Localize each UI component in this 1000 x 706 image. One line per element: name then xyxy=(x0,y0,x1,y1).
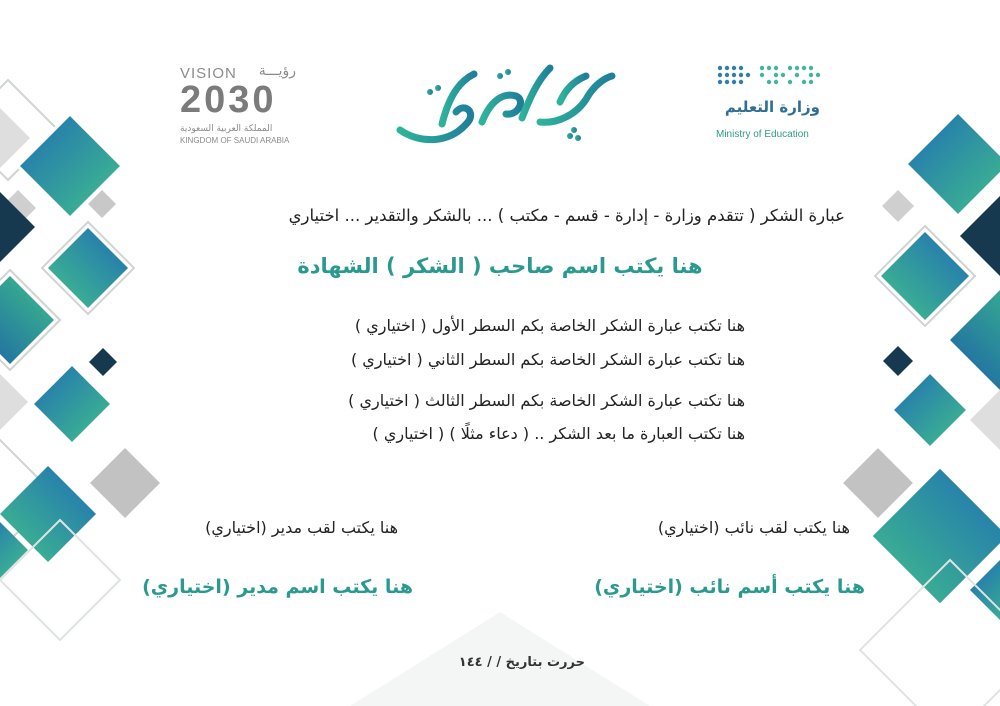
body-line-1: هنا تكتب عبارة الشكر الخاصة بكم السطر الأول ( اختياري ) xyxy=(354,316,745,335)
moe-dots-icon xyxy=(716,60,826,96)
moe-english-name: Ministry of Education xyxy=(716,129,809,140)
issue-date-line: حررت بتاريخ / / ١٤٤ xyxy=(458,655,585,670)
body-line-3: هنا تكتب عبارة الشكر الخاصة بكم السطر الثالث ( اختياري ) xyxy=(348,391,745,410)
deputy-name: هنا يكتب أسم نائب (اختياري) xyxy=(594,576,865,598)
vision-2030-logo xyxy=(178,60,308,152)
director-title: هنا يكتب لقب مدير (اختياري) xyxy=(205,518,398,537)
calligraphy-artwork xyxy=(390,52,620,152)
deputy-title: هنا يكتب لقب نائب (اختياري) xyxy=(657,518,850,537)
ministry-of-education-logo xyxy=(712,58,832,148)
vision-label: VISION xyxy=(180,65,237,82)
vision-country-arabic: المملكة العربية السعودية xyxy=(180,124,273,134)
vision-year: 2030 xyxy=(180,79,277,121)
moe-arabic-name: وزارة التعليم xyxy=(724,98,820,116)
intro-line: عبارة الشكر ( تتقدم وزارة - إدارة - قسم - مكتب ) ... بالشكر والتقدير ... اختياري xyxy=(288,206,845,225)
body-line-4: هنا تكتب العبارة ما بعد الشكر .. ( دعاء مثلًا ) ( اختياري ) xyxy=(372,424,745,443)
recipient-name: هنا يكتب اسم صاحب ( الشكر ) الشهادة xyxy=(297,254,703,278)
vision-country-english: KINGDOM OF SAUDI ARABIA xyxy=(180,136,290,145)
body-line-2: هنا تكتب عبارة الشكر الخاصة بكم السطر الثاني ( اختياري ) xyxy=(350,350,745,369)
vision-arabic-label: رؤيـــة xyxy=(258,63,296,79)
director-name: هنا يكتب اسم مدير (اختياري) xyxy=(142,576,413,598)
certificate-title-calligraphy xyxy=(390,52,620,152)
